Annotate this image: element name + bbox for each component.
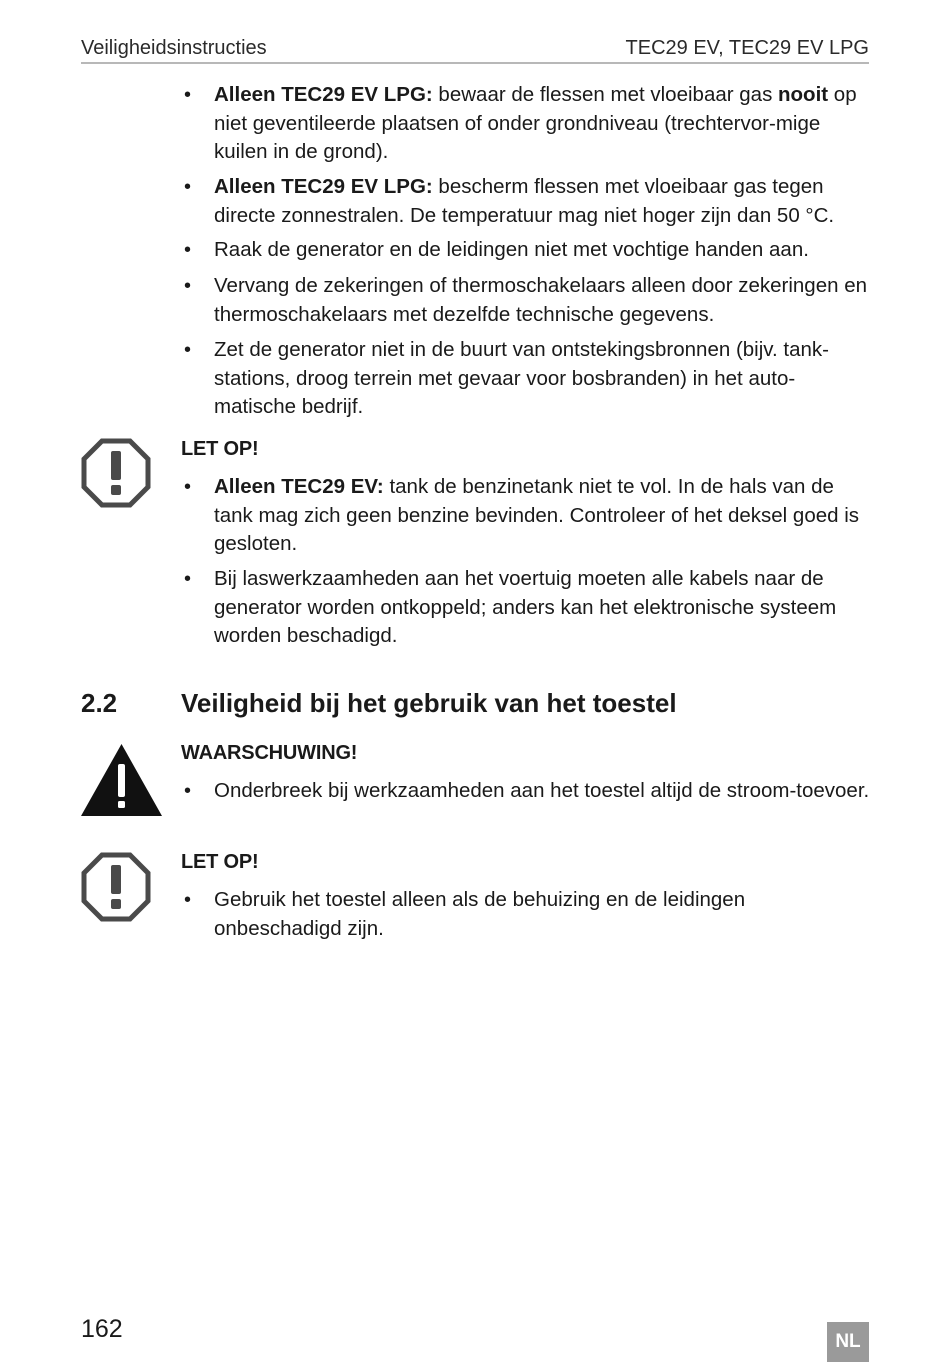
list-item: • Alleen TEC29 EV LPG: bewaar de flessen met vloeibaar gas nooit op niet geventileerde plaatsen of onder grondniveau (trechtervor-mige kuilen in de grond). <box>214 81 874 167</box>
list-item: • Onderbreek bij werkzaamheden aan het toestel altijd de stroom-toevoer. <box>214 777 874 806</box>
language-badge: NL <box>827 1322 869 1362</box>
header-section-title: Veiligheidsinstructies <box>81 37 267 59</box>
page-number: 162 <box>81 1315 123 1343</box>
section-number: 2.2 <box>81 688 118 718</box>
list-item: • Zet de generator niet in de buurt van ontstekingsbronnen (bijv. tank-stations, droog terrein met gevaar voor bosbranden) in het auto-matische bedrijf. <box>214 336 874 422</box>
section-title: Veiligheid bij het gebruik van het toestel <box>181 688 677 718</box>
section-heading <box>81 688 677 719</box>
notice-title: LET OP! <box>181 438 259 460</box>
notice-octagon-icon <box>81 438 151 508</box>
list-item: • Vervang de zekeringen of thermoschakelaars alleen door zekeringen en thermoschakelaars met dezelfde technische gegevens. <box>214 272 874 329</box>
list-item: • Gebruik het toestel alleen als de behuizing en de leidingen onbeschadigd zijn. <box>214 886 874 943</box>
list-item: • Alleen TEC29 EV: tank de benzinetank niet te vol. In de hals van de tank mag zich geen benzine bevinden. Controleer of het deksel goed is gesloten. <box>214 473 874 559</box>
notice-octagon-icon <box>81 852 151 922</box>
warning-triangle-icon <box>81 744 162 816</box>
list-item: • Bij laswerkzaamheden aan het voertuig moeten alle kabels naar de generator worden ontkoppeld; anders kan het elektronische systeem worden beschadigd. <box>214 565 874 651</box>
warning-title: WAARSCHUWING! <box>181 742 358 764</box>
header-model-names: TEC29 EV, TEC29 EV LPG <box>625 37 869 59</box>
page-header <box>81 30 869 64</box>
notice-title: LET OP! <box>181 851 259 873</box>
list-item: • Raak de generator en de leidingen niet met vochtige handen aan. <box>214 236 874 265</box>
list-item: • Alleen TEC29 EV LPG: bescherm flessen met vloeibaar gas tegen directe zonnestralen. De temperatuur mag niet hoger zijn dan 50 °C. <box>214 173 874 230</box>
